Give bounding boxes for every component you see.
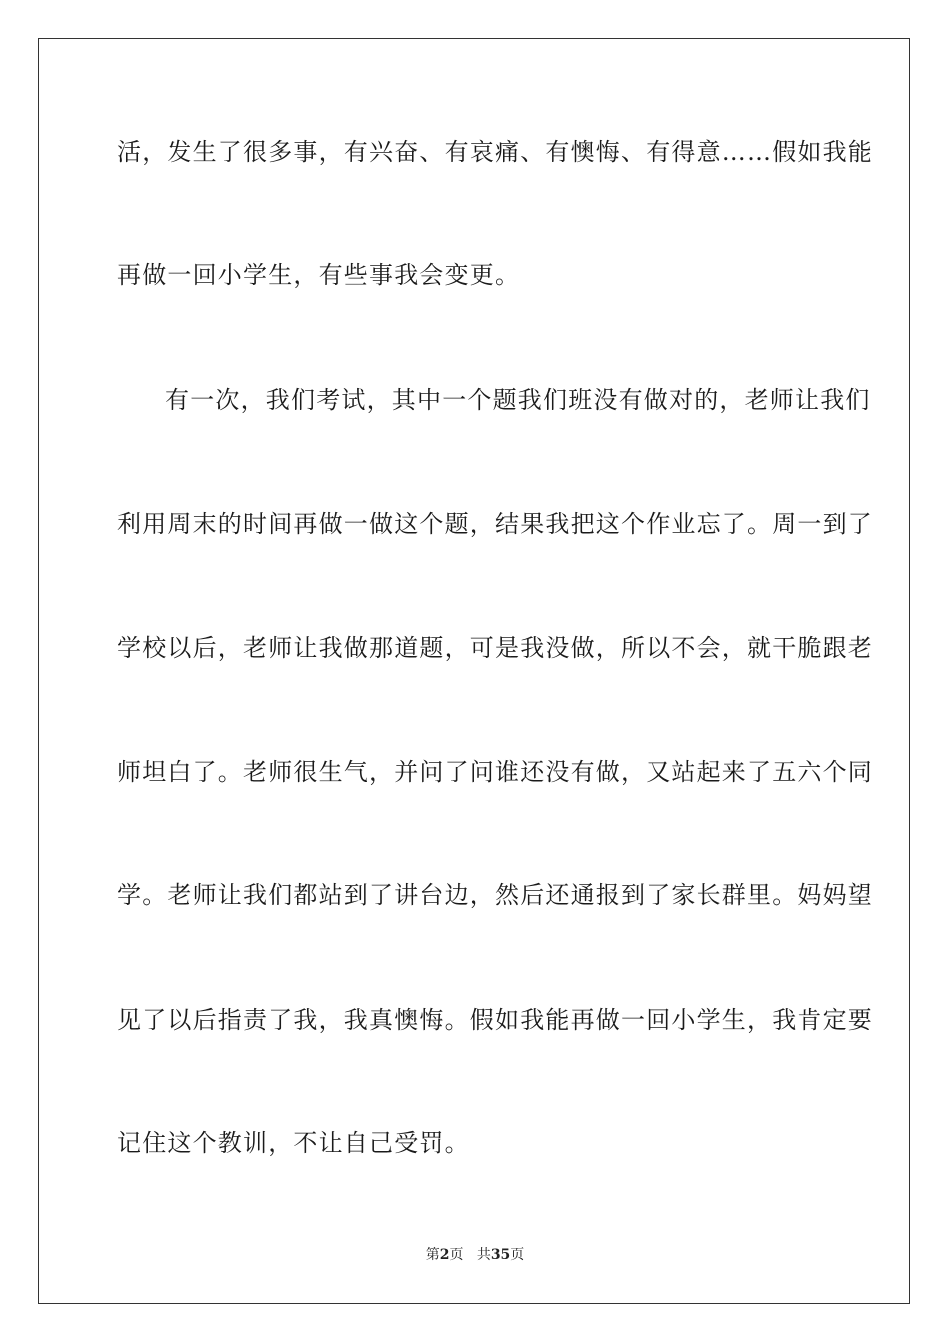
text-line-7: 学。老师让我们都站到了讲台边，然后还通报到了家长群里。妈妈望 [117, 881, 873, 909]
text-line-1: 活，发生了很多事，有兴奋、有哀痛、有懊悔、有得意……假如我能 [117, 138, 873, 166]
text-line-2: 再做一回小学生，有些事我会变更。 [117, 261, 521, 289]
total-pages: 35 [490, 1247, 511, 1263]
text-line-6: 师坦白了。老师很生气，并问了问谁还没有做，又站起来了五六个同 [117, 758, 873, 786]
text-line-3: 有一次，我们考试，其中一个题我们班没有做对的，老师让我们 [165, 386, 871, 414]
text-line-8: 见了以后指责了我，我真懊悔。假如我能再做一回小学生，我肯定要 [117, 1006, 873, 1034]
total-suffix: 页 [510, 1247, 525, 1263]
page-prefix: 第 [425, 1247, 440, 1263]
page-number: 2 [439, 1247, 450, 1263]
page-footer [0, 1246, 950, 1264]
page-border [38, 38, 910, 1304]
page-suffix: 页 [449, 1247, 464, 1263]
total-prefix: 共 [476, 1247, 491, 1263]
text-line-9: 记住这个教训，不让自己受罚。 [117, 1129, 470, 1157]
text-line-4: 利用周末的时间再做一做这个题，结果我把这个作业忘了。周一到了 [117, 510, 873, 538]
text-line-5: 学校以后，老师让我做那道题，可是我没做，所以不会，就干脆跟老 [117, 634, 873, 662]
